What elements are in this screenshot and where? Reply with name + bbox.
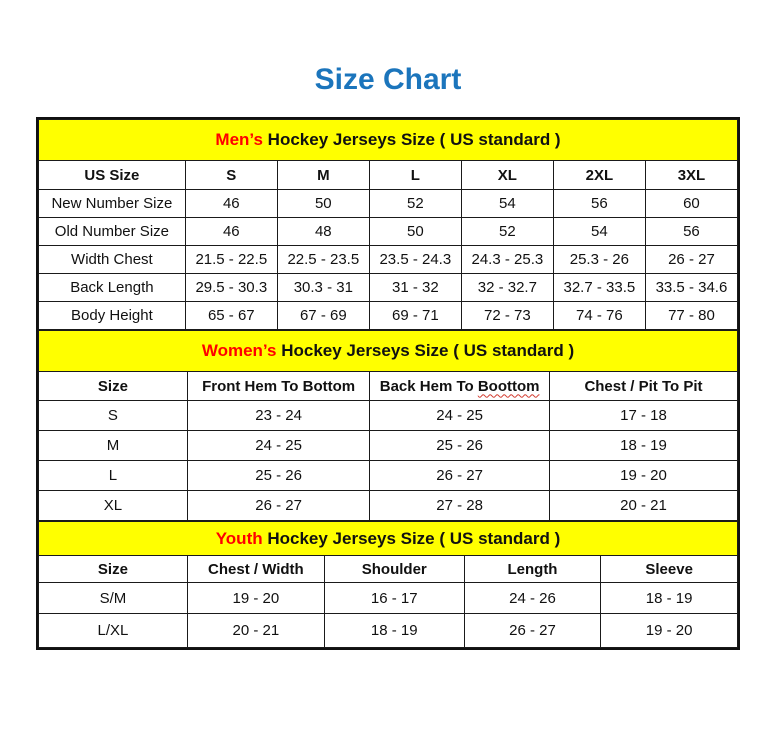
- size-value-cell: 24 - 26: [464, 583, 601, 614]
- row-label: Width Chest: [39, 246, 186, 274]
- size-value-cell: 19 - 20: [549, 461, 737, 491]
- size-value-cell: 50: [277, 190, 369, 218]
- size-chart-frame: [36, 117, 740, 650]
- mens-banner-cell: [39, 120, 738, 161]
- mens-section-banner: [39, 120, 738, 161]
- size-value-cell: 25 - 26: [187, 461, 369, 491]
- column-header: Length: [464, 556, 601, 583]
- size-value-cell: 26 - 27: [645, 246, 737, 274]
- size-value-cell: 48: [277, 218, 369, 246]
- size-value-cell: 18 - 19: [324, 614, 464, 648]
- row-label: New Number Size: [39, 190, 186, 218]
- size-value-cell: 25.3 - 26: [553, 246, 645, 274]
- size-value-cell: 20 - 21: [187, 614, 324, 648]
- row-label: L/XL: [39, 614, 188, 648]
- column-header: Chest / Width: [187, 556, 324, 583]
- size-value-cell: 24 - 25: [370, 401, 550, 431]
- column-header: L: [369, 161, 461, 190]
- size-value-cell: 67 - 69: [277, 302, 369, 330]
- size-value-cell: 50: [369, 218, 461, 246]
- size-value-cell: 56: [645, 218, 737, 246]
- size-value-cell: 77 - 80: [645, 302, 737, 330]
- size-value-cell: 17 - 18: [549, 401, 737, 431]
- table-row: [39, 583, 738, 614]
- size-value-cell: 52: [461, 218, 553, 246]
- youth-banner-cell: [39, 522, 738, 556]
- womens-header-row: [39, 372, 738, 401]
- size-value-cell: 23.5 - 24.3: [369, 246, 461, 274]
- size-value-cell: 56: [553, 190, 645, 218]
- page-title: Size Chart: [314, 63, 462, 96]
- youth-banner-text: Hockey Jerseys Size ( US standard ): [262, 528, 561, 548]
- size-value-cell: 46: [185, 218, 277, 246]
- column-header: Chest / Pit To Pit: [549, 372, 737, 401]
- table-row: [39, 190, 738, 218]
- row-label: Back Length: [39, 274, 186, 302]
- size-value-cell: 18 - 19: [601, 583, 738, 614]
- column-header: 2XL: [553, 161, 645, 190]
- size-value-cell: 32 - 32.7: [461, 274, 553, 302]
- misspelled-word: Boottom: [477, 377, 540, 395]
- size-value-cell: 23 - 24: [187, 401, 369, 431]
- table-row: [39, 401, 738, 431]
- row-label: Body Height: [39, 302, 186, 330]
- size-value-cell: 16 - 17: [324, 583, 464, 614]
- youth-section-banner: [39, 522, 738, 556]
- size-value-cell: 60: [645, 190, 737, 218]
- size-value-cell: 72 - 73: [461, 302, 553, 330]
- row-label: Old Number Size: [39, 218, 186, 246]
- size-value-cell: 33.5 - 34.6: [645, 274, 737, 302]
- womens-banner-text: Hockey Jerseys Size ( US standard ): [276, 341, 575, 360]
- mens-header-row: [39, 161, 738, 190]
- row-label: S: [39, 401, 188, 431]
- column-header: XL: [461, 161, 553, 190]
- column-header: Size: [39, 372, 188, 401]
- size-value-cell: 24.3 - 25.3: [461, 246, 553, 274]
- table-row: [39, 218, 738, 246]
- table-row: [39, 614, 738, 648]
- size-value-cell: 46: [185, 190, 277, 218]
- size-value-cell: 19 - 20: [187, 583, 324, 614]
- mens-banner-highlight: Men’s: [215, 130, 263, 149]
- column-header: M: [277, 161, 369, 190]
- size-value-cell: 54: [461, 190, 553, 218]
- table-row: [39, 461, 738, 491]
- size-value-cell: 25 - 26: [370, 431, 550, 461]
- column-header: US Size: [39, 161, 186, 190]
- size-value-cell: 54: [553, 218, 645, 246]
- row-label: XL: [39, 491, 188, 521]
- size-value-cell: 31 - 32: [369, 274, 461, 302]
- table-row: [39, 431, 738, 461]
- size-value-cell: 52: [369, 190, 461, 218]
- size-value-cell: 20 - 21: [549, 491, 737, 521]
- column-header: Size: [39, 556, 188, 583]
- size-value-cell: 22.5 - 23.5: [277, 246, 369, 274]
- column-header: 3XL: [645, 161, 737, 190]
- column-header: [370, 372, 550, 401]
- size-value-cell: 27 - 28: [370, 491, 550, 521]
- womens-banner-cell: [39, 331, 738, 372]
- row-label: S/M: [39, 583, 188, 614]
- mens-banner-text: Hockey Jerseys Size ( US standard ): [262, 130, 561, 149]
- womens-section-banner: [39, 331, 738, 372]
- row-label: M: [39, 431, 188, 461]
- youth-header-row: [39, 556, 738, 583]
- size-value-cell: 30.3 - 31: [277, 274, 369, 302]
- mens-size-table: [38, 119, 738, 330]
- table-row: [39, 302, 738, 330]
- table-row: [39, 491, 738, 521]
- row-label: L: [39, 461, 188, 491]
- size-value-cell: 26 - 27: [464, 614, 601, 648]
- header-text: Back Hem To: [379, 377, 478, 395]
- womens-banner-highlight: Women’s: [201, 341, 277, 360]
- table-row: [39, 246, 738, 274]
- size-value-cell: 24 - 25: [187, 431, 369, 461]
- size-value-cell: 74 - 76: [553, 302, 645, 330]
- size-value-cell: 18 - 19: [549, 431, 737, 461]
- youth-banner-highlight: Youth: [215, 528, 263, 548]
- size-value-cell: 65 - 67: [185, 302, 277, 330]
- size-value-cell: 69 - 71: [369, 302, 461, 330]
- size-value-cell: 32.7 - 33.5: [553, 274, 645, 302]
- size-value-cell: 26 - 27: [187, 491, 369, 521]
- table-row: [39, 274, 738, 302]
- youth-size-table: [38, 521, 738, 648]
- size-value-cell: 21.5 - 22.5: [185, 246, 277, 274]
- column-header: Shoulder: [324, 556, 464, 583]
- size-value-cell: 29.5 - 30.3: [185, 274, 277, 302]
- womens-size-table: [38, 330, 738, 521]
- size-value-cell: 26 - 27: [370, 461, 550, 491]
- column-header: S: [185, 161, 277, 190]
- size-value-cell: 19 - 20: [601, 614, 738, 648]
- column-header: Front Hem To Bottom: [187, 372, 369, 401]
- column-header: Sleeve: [601, 556, 738, 583]
